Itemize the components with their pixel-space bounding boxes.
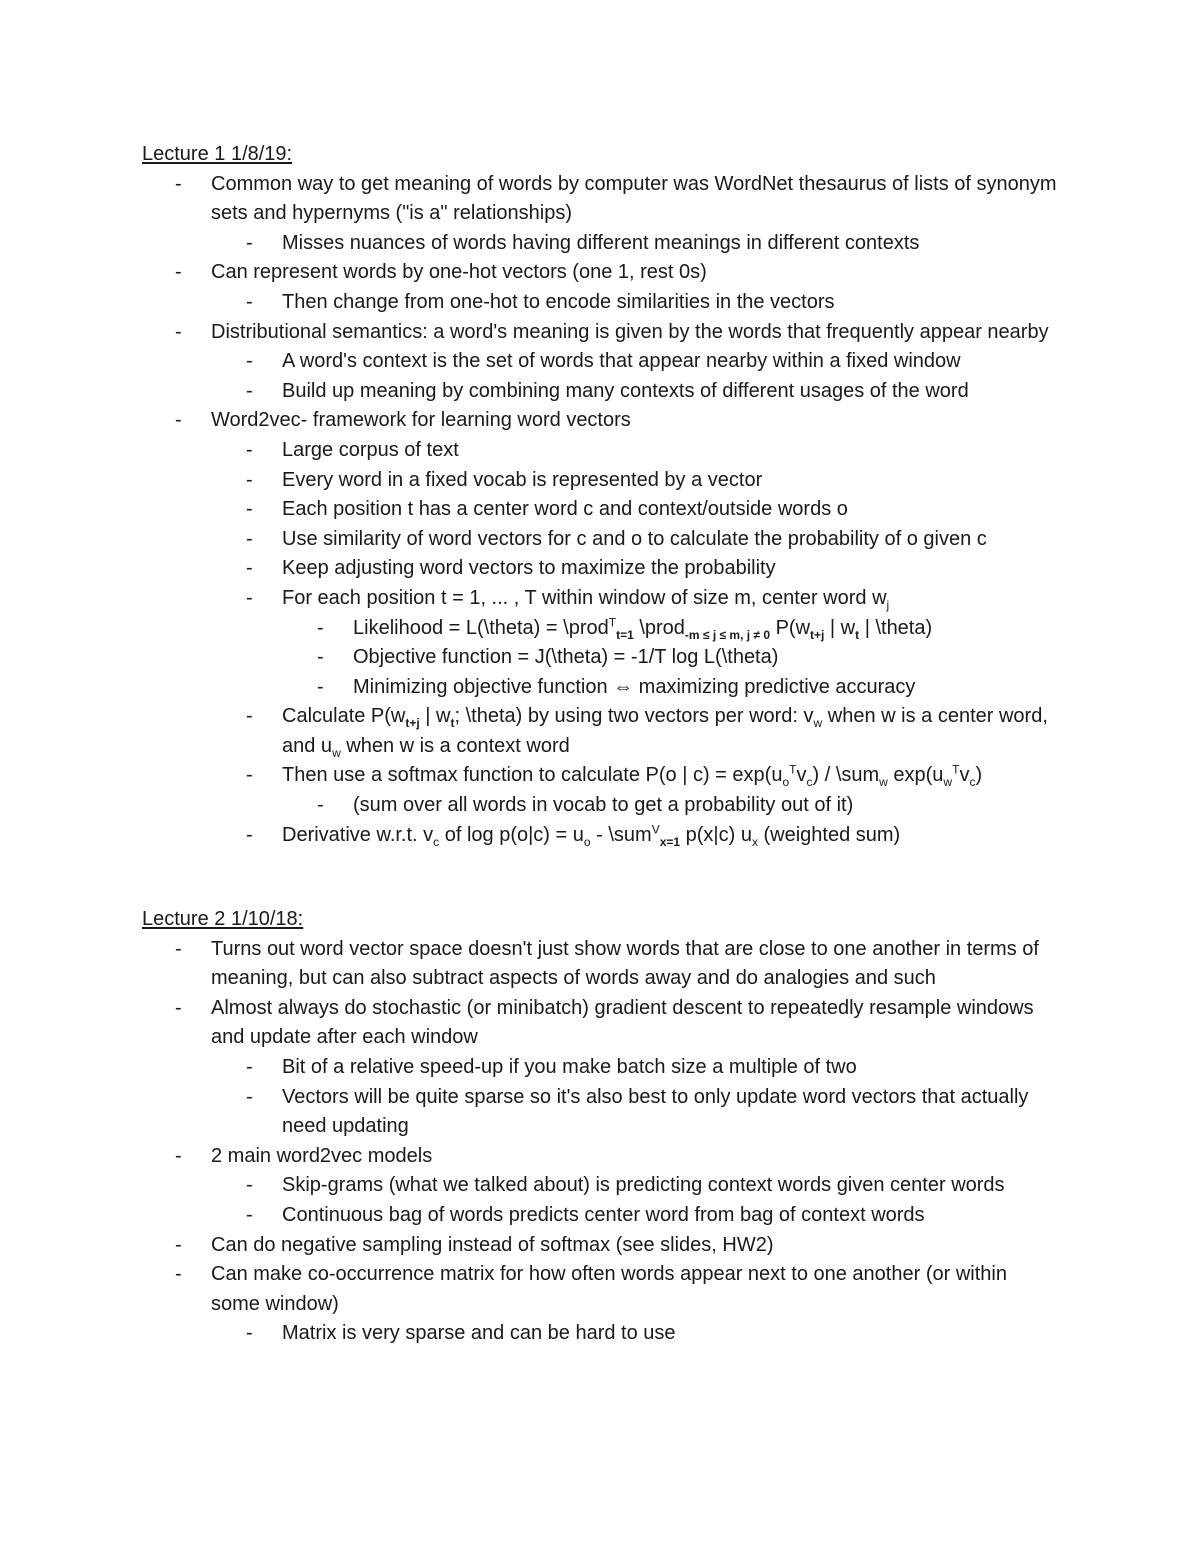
lecture-2-section (142, 905, 1062, 1349)
bullet: - (246, 379, 253, 402)
list-item: - A word's context is the set of words that appear nearby within a fixed window (142, 347, 1062, 377)
list-item: - Word2vec- framework for learning word vectors (142, 406, 1062, 436)
bullet: - (246, 1322, 253, 1345)
list-item: - Can do negative sampling instead of softmax (see slides, HW2) (142, 1231, 1062, 1261)
list-item: - Misses nuances of words having different meanings in different contexts (142, 229, 1062, 259)
list-item-minimizing: - Minimizing objective function ⇔ maximizing predictive accuracy (142, 673, 1062, 703)
list-item: - Large corpus of text (142, 436, 1062, 466)
list-item: - Every word in a fixed vocab is represented by a vector (142, 466, 1062, 496)
list-item: - Each position t has a center word c and context/outside words o (142, 495, 1062, 525)
list-item: - Can make co-occurrence matrix for how often words appear next to one another (or within some window) (142, 1260, 1062, 1319)
list-item-window: - For each position t = 1, ... , T within window of size m, center word $w_j$ (142, 584, 1062, 614)
list-item: - Common way to get meaning of words by computer was WordNet thesaurus of lists of synonym sets and hypernyms ("is a" relationships) (142, 170, 1062, 229)
bullet: - (246, 764, 253, 787)
list-item: - Build up meaning by combining many contexts of different usages of the word (142, 377, 1062, 407)
bullet: - (317, 646, 324, 669)
bullet: - (246, 823, 253, 846)
bullet: - (246, 350, 253, 373)
bullet: - (246, 527, 253, 550)
bullet: - (317, 794, 324, 817)
list-item: - Bit of a relative speed-up if you make batch size a multiple of two (142, 1053, 1062, 1083)
bullet: - (246, 438, 253, 461)
bullet: - (246, 1203, 253, 1226)
bullet: - (246, 468, 253, 491)
bullet: - (175, 172, 182, 195)
list-item: - Distributional semantics: a word's meaning is given by the words that frequently appear nearby (142, 318, 1062, 348)
bullet: - (246, 1174, 253, 1197)
bullet: - (246, 290, 253, 313)
list-item: - Use similarity of word vectors for c and o to calculate the probability of o given c (142, 525, 1062, 555)
list-item-derivative: - Derivative w.r.t. $v_c$ of $\log p(o|c) = u_o$ - \sum$^V_{x=1}$ p(x|c) $u_x$ (weighted sum) (246, 822, 901, 849)
list-item: - Almost always do stochastic (or minibatch) gradient descent to repeatedly resample windows and update after each window (142, 994, 1062, 1053)
bullet: - (246, 705, 253, 728)
bullet: - (175, 409, 182, 432)
bullet: - (317, 616, 324, 639)
lecture-1-heading: Lecture 1 1/8/19: (142, 143, 293, 165)
bullet: - (246, 1055, 253, 1078)
list-item: - Continuous bag of words predicts center word from bag of context words (142, 1201, 1062, 1231)
bullet: - (175, 320, 182, 343)
list-item-likelihood: - Likelihood = L(\theta) = \prod$^T_{t=1}$ \prod$_{-m \le j \le m, j \ne 0}$ $P(w_{t+j}$ | $w_t$ | \theta) (317, 614, 933, 642)
list-item-sum-over: - (sum over all words in vocab to get a probability out of it) (142, 791, 1062, 821)
list-item: - Matrix is very sparse and can be hard to use (142, 1319, 1062, 1349)
list-item: - Keep adjusting word vectors to maximize the probability (142, 554, 1062, 584)
list-item: - Skip-grams (what we talked about) is predicting context words given center words (142, 1171, 1062, 1201)
list-item-softmax: - Then use a softmax function to calculate P(o | $c) = \exp(u_o^Tv_c)$ / \sum$_w$ $\exp(u_w^Tv_c)$ (246, 762, 983, 790)
bullet: - (246, 231, 253, 254)
bullet: - (317, 675, 324, 698)
bullet: - (246, 586, 253, 609)
bullet: - (175, 1233, 182, 1256)
list-item: - Then change from one-hot to encode similarities in the vectors (142, 288, 1062, 318)
list-item-calculate: - Calculate $P(w_{t+j}$ | $w_t$; \theta) by using two vectors per word: $v_w$ when w is a center word, and $u_w$ when w is a context word (142, 702, 1062, 761)
bullet: - (175, 1144, 182, 1167)
lecture-2-heading: Lecture 2 1/10/18: (142, 908, 304, 930)
bullet: - (246, 1085, 253, 1108)
list-item: - Can represent words by one-hot vectors (one 1, rest 0s) (142, 258, 1062, 288)
bullet: - (175, 261, 182, 284)
list-item: - 2 main word2vec models (142, 1142, 1062, 1172)
bullet: - (175, 937, 182, 960)
bullet: - (175, 1263, 182, 1286)
bullet: - (246, 557, 253, 580)
lecture-1-section (142, 140, 1062, 850)
bullet: - (246, 498, 253, 521)
list-item-objective: - Objective function = J(\theta) = -1/T log L(\theta) (142, 643, 1062, 673)
bullet: - (175, 996, 182, 1019)
list-item: - Turns out word vector space doesn't just show words that are close to one another in terms of meaning, but can also subtract aspects of words away and do analogies and such (142, 935, 1062, 994)
list-item: - Vectors will be quite sparse so it's also best to only update word vectors that actually need updating (142, 1083, 1062, 1142)
